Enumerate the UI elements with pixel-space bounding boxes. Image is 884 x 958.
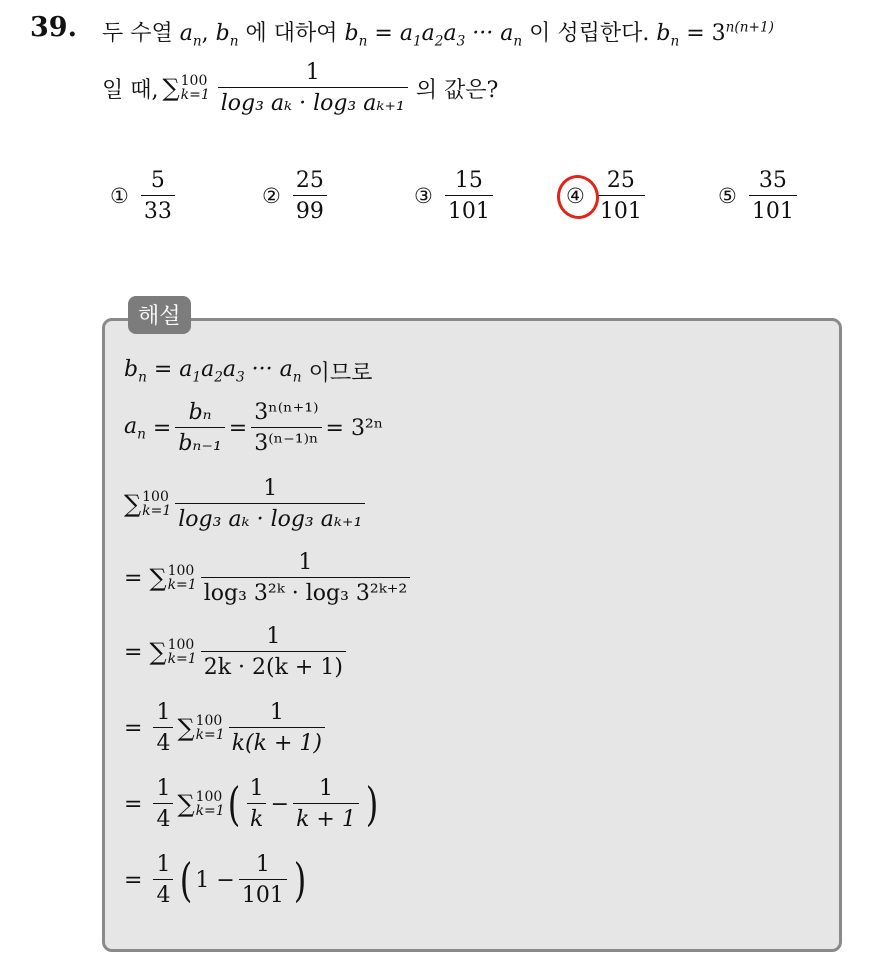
problem-fraction: $\frac{1}{\text{log₃ aₖ · log₃ aₖ₊₁}}$ — [218, 60, 408, 116]
seq-b: $b_n$ — [215, 21, 239, 50]
choice-number: ④ — [566, 184, 585, 208]
solution-label: 해설 — [128, 296, 191, 334]
solution-step-3: ∑ 100 k=1 $\frac{1}{\text{log₃ aₖ · log₃ aₖ₊₁}}$ — [124, 476, 369, 532]
intro-text-2: 에 대하여 — [245, 21, 338, 46]
question-number: 39. — [30, 12, 77, 43]
solution-step-2: $a_n$ = $\frac{\text{bₙ}}{\text{bₙ₋₁}}$ = $\frac{\text{3ⁿ⁽ⁿ⁺¹⁾}}{\text{3⁽ⁿ⁻¹⁾ⁿ}}$ = 3²ⁿ — [124, 400, 384, 456]
choice-1[interactable]: ① $\frac{5}{33}$ — [110, 168, 262, 224]
condition: $b_n = 3^{n(n+1)}$ — [656, 19, 774, 50]
line2-suffix: 의 값은? — [415, 77, 499, 103]
choice-2[interactable]: ② $\frac{25}{99}$ — [262, 168, 414, 224]
problem-line-1: 두 수열 $a_n$, $b_n$ 에 대하여 $b_n = a_1a_2a_3$ ··· $a_n$ 이 성립한다. $b_n = 3^{n(n+1)}$ — [102, 19, 774, 50]
seq-a: $a_n$ — [179, 21, 202, 50]
sigma-symbol: ∑ 100 k=1 — [162, 73, 210, 103]
solution-step-6: = $\frac{1}{4}$ ∑ 100 k=1 $\frac{1}{k(k + 1)}$ — [124, 700, 329, 756]
sum-upper: 100 — [180, 73, 208, 89]
line2-prefix: 일 때, — [102, 77, 159, 103]
choice-number: ① — [110, 184, 129, 208]
solution-step-1: $b_n = a_1a_2a_3$ ··· $a_n$ 이므로 — [124, 357, 373, 386]
solution-step-5: = ∑ 100 k=1 $\frac{1}{2k \cdot 2(k + 1)}$ — [124, 624, 350, 680]
choice-4-selected[interactable]: ④ $\frac{25}{101}$ — [566, 168, 718, 224]
sum-lower: k=1 — [180, 87, 210, 103]
intro-text-1: 두 수열 — [102, 21, 173, 46]
answer-choices — [110, 168, 870, 224]
choice-5[interactable]: ⑤ $\frac{35}{101}$ — [718, 168, 870, 224]
solution-step-7: = $\frac{1}{4}$ ∑ 100 k=1 ( $\frac{1}{k}$ − $\frac{1}{k + 1}$ ) — [124, 776, 379, 832]
choice-number: ② — [262, 184, 281, 208]
choice-number: ⑤ — [718, 184, 737, 208]
solution-step-4: = ∑ 100 k=1 $\frac{1}{\text{log₃ 3²ᵏ · log₃ 3²ᵏ⁺²}}$ — [124, 550, 414, 606]
intro-text-3: 이 성립한다. — [529, 21, 650, 46]
choice-3[interactable]: ③ $\frac{15}{101}$ — [414, 168, 566, 224]
problem-line-2 — [102, 60, 498, 116]
relation: $b_n = a_1a_2a_3$ ··· $a_n$ — [344, 21, 523, 50]
choice-number: ③ — [414, 184, 433, 208]
solution-step-8: = $\frac{1}{4}$ ( 1 − $\frac{1}{101}$ ) — [124, 852, 307, 908]
